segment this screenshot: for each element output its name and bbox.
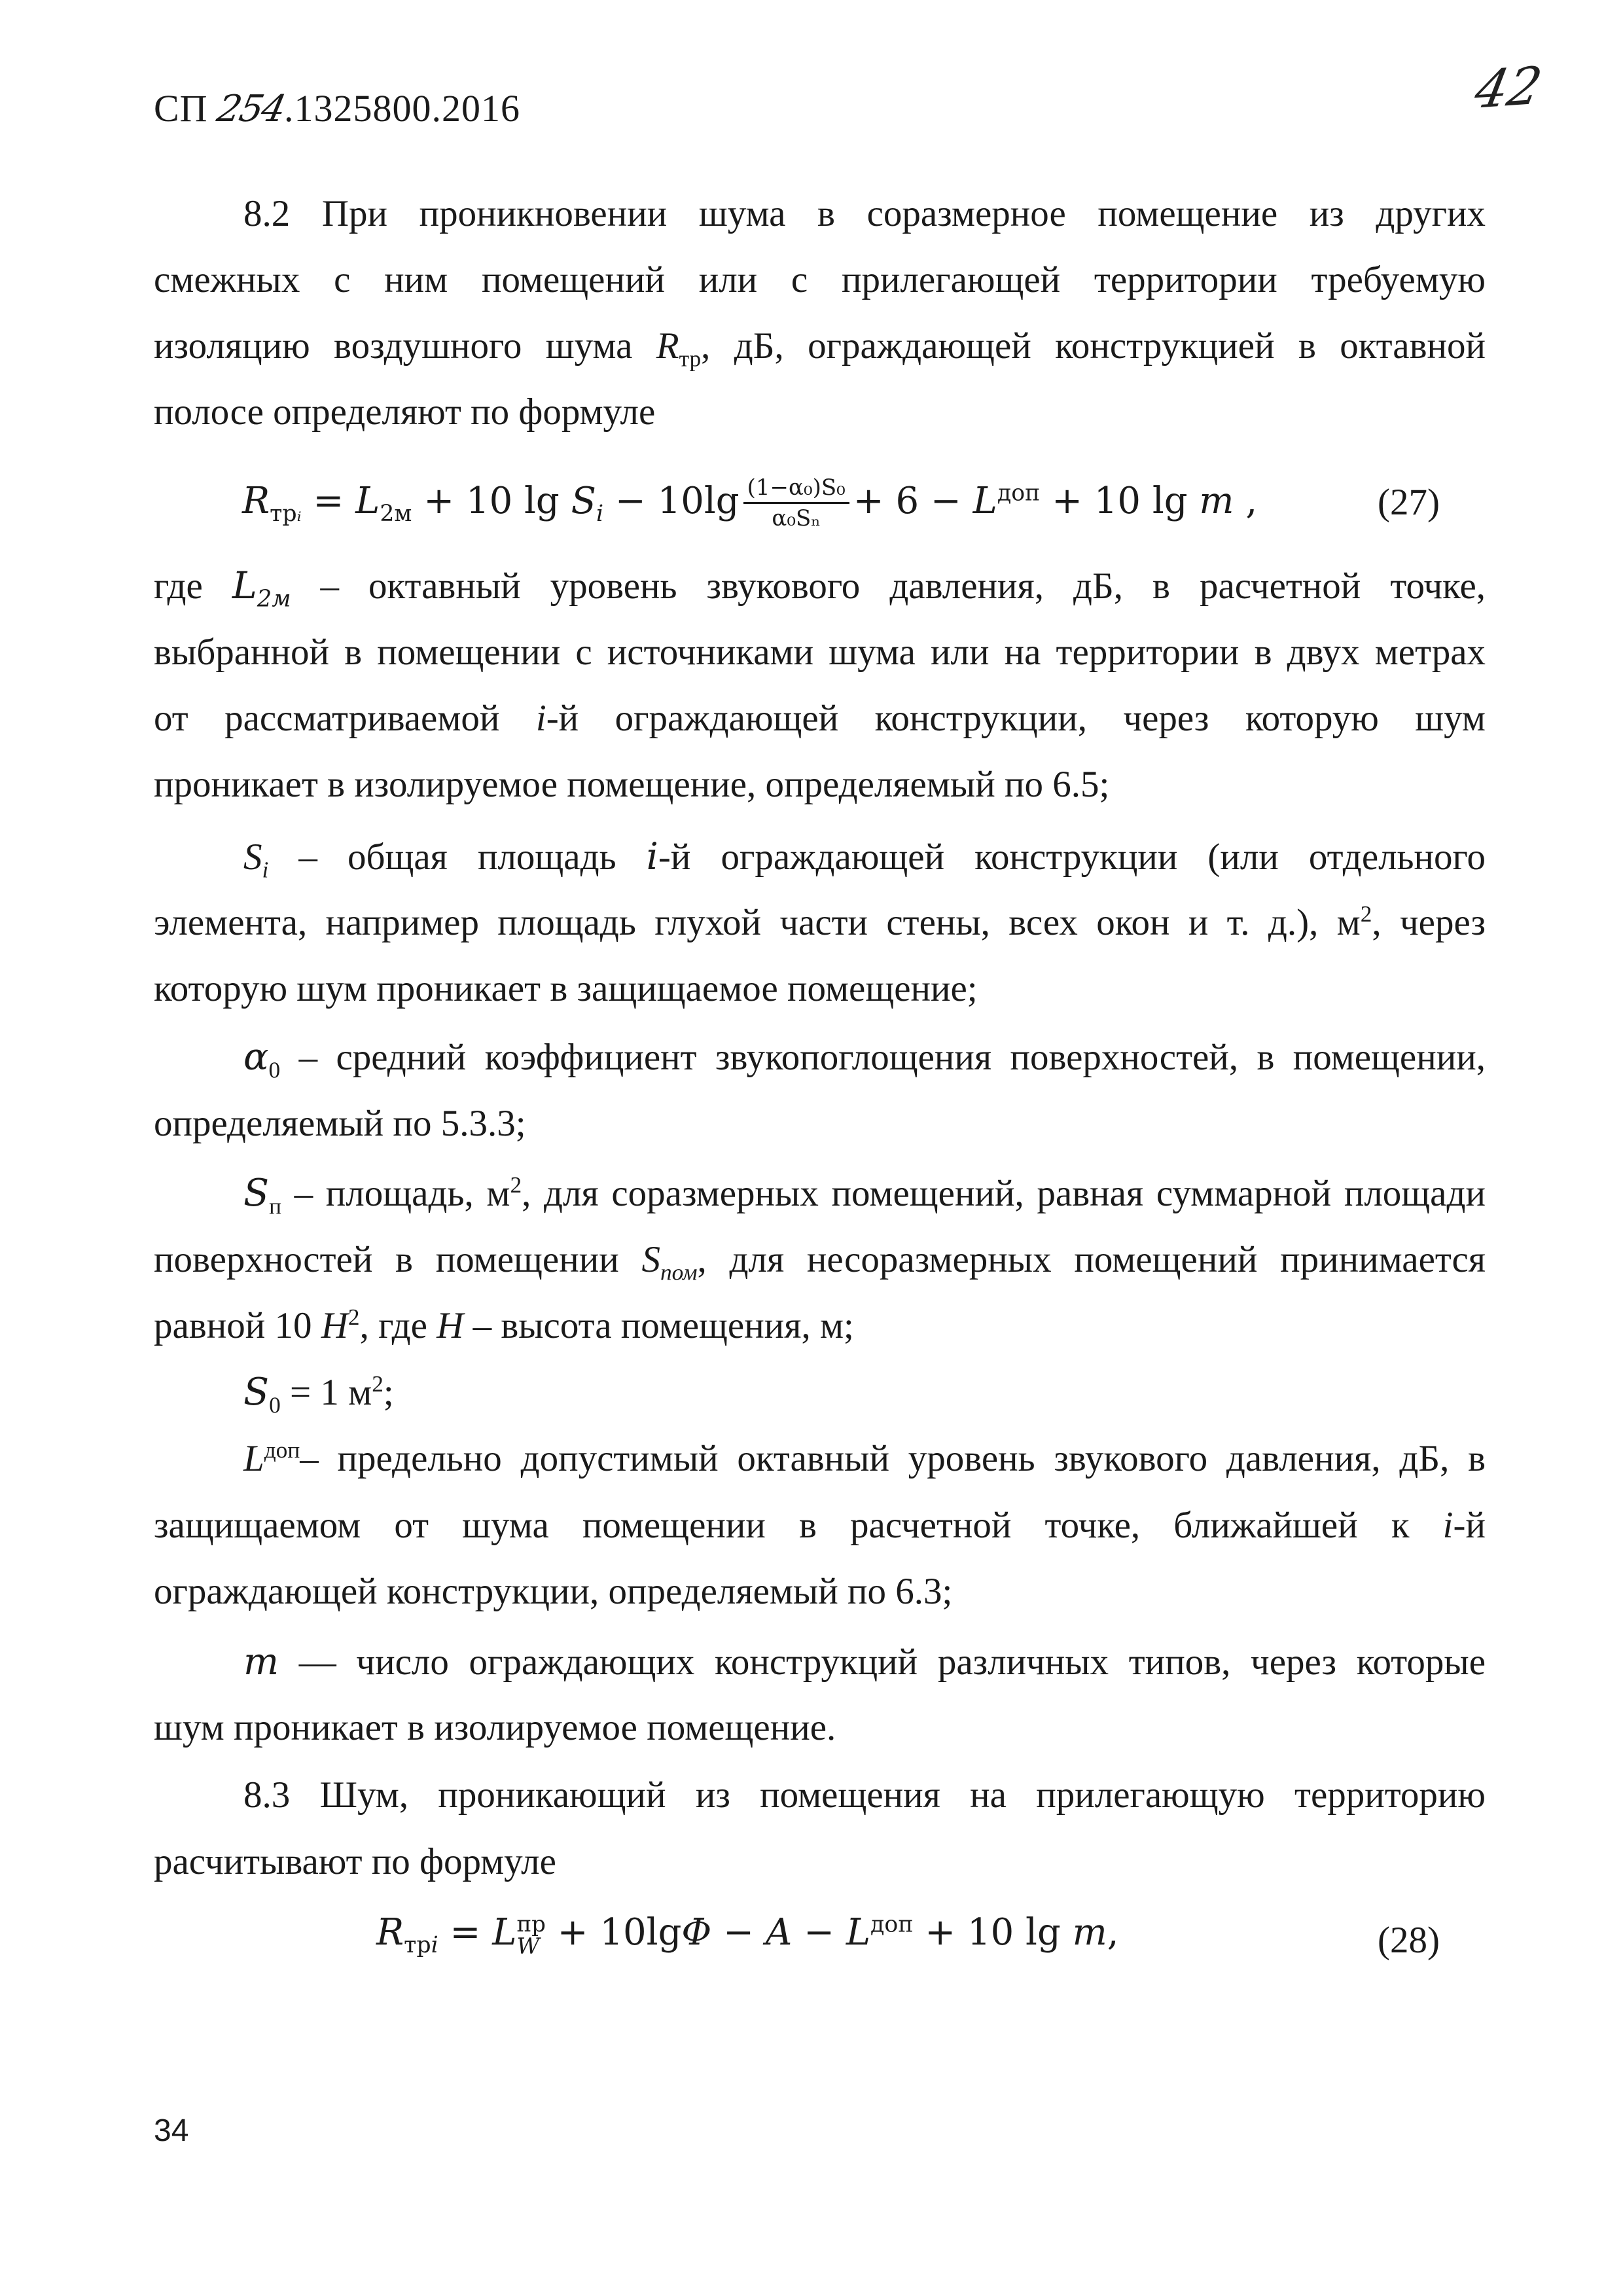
def-si-line-1: $S_i$ – общая площадь i-й ограждающей конструкции (или отдельного	[243, 835, 1486, 883]
handwritten-page-mark: 42	[1470, 56, 1547, 121]
formula-28: $R_{трi} = L$ пр W + $10\lg\Phi - A - L^{доп} + 10$ lg m,	[376, 1910, 1119, 1960]
para-8-2-line-3: изоляцию воздушного шума $R_{тр}$, дБ, ограждающей конструкцией в октавной	[154, 325, 1486, 372]
page-number: 34	[154, 2113, 189, 2148]
def-si-line-2: элемента, например площадь глухой части стены, всех окон и т. д.), $м^2$, через	[154, 901, 1486, 943]
equation-number-28: (28)	[1378, 1920, 1440, 1961]
fraction-numerator: (1−α₀)S₀	[743, 475, 849, 504]
def-l2m-line-4: проникает в изолируемое помещение, определяемый по 6.5;	[154, 764, 1110, 805]
para-8-2-line-1: 8.2 При проникновении шума в соразмерное помещение из других	[243, 193, 1486, 234]
handwritten-code-number: 254	[213, 88, 289, 130]
def-l2m-line-2: выбранной в помещении с источниками шума или на территории в двух метрах	[154, 632, 1486, 673]
formula-27: $R_{трᵢ} = L_{2м} + 10$ $\lg S_i - 10\lg$ $\frac{\text{(1−α₀)S₀}}{\text{α₀Sₙ}}$ + $6 - L^{доп} + 10$ lg m ,	[242, 475, 1258, 531]
def-s0: $S_0 = 1$ $м^2$;	[243, 1371, 394, 1418]
def-l2m-line-1: где $L_{2м}$ – октавный уровень звукового давления, дБ, в расчетной точке,	[154, 564, 1486, 613]
para-8-2-line-4: полосе определяют по формуле	[154, 391, 656, 433]
def-sp-line-1: $S_п$ – площадь, $м^2$, для соразмерных помещений, равная суммарной площади	[243, 1172, 1486, 1219]
def-si-line-3: которую шум проникает в защищаемое помещение;	[154, 968, 978, 1009]
document-code	[154, 86, 520, 130]
def-l2m-line-3: от рассматриваемой i-й ограждающей конструкции, через которую шум	[154, 698, 1486, 739]
def-m-line-1: m — число ограждающих конструкций различных типов, через которые	[243, 1640, 1486, 1683]
def-ldop-line-3: ограждающей конструкции, определяемый по 6.3;	[154, 1571, 953, 1612]
def-m-line-2: шум проникает в изолируемое помещение.	[154, 1707, 836, 1748]
formula-27-fraction	[743, 475, 849, 533]
def-alpha0-line-2: определяемый по 5.3.3;	[154, 1103, 526, 1144]
def-ldop-line-1: $L^{доп}-$ предельно допустимый октавный уровень звукового давления, дБ, в	[243, 1437, 1486, 1479]
def-ldop-line-2: защищаемом от шума помещении в расчетной точке, ближайшей к i-й	[154, 1505, 1486, 1546]
para-8-3-line-2: расчитывают по формуле	[154, 1841, 556, 1882]
para-8-2-line-2: смежных с ним помещений или с прилегающей территории требуемую	[154, 259, 1486, 300]
def-sp-line-2: поверхностей в помещении $S_{пом}$, для несоразмерных помещений принимается	[154, 1239, 1486, 1285]
para-8-3-line-1: 8.3 Шум, проникающий из помещения на прилегающую территорию	[243, 1774, 1486, 1816]
def-sp-line-3: равной 10 $H^2$, где H – высота помещения, м;	[154, 1304, 854, 1346]
equation-number-27: (27)	[1378, 482, 1440, 523]
fraction-denominator: α₀Sₙ	[772, 505, 821, 531]
code-prefix: СП	[154, 87, 219, 130]
def-alpha0-line-1: $\alpha_0$ – средний коэффициент звукопоглощения поверхностей, в помещении,	[243, 1035, 1486, 1083]
code-suffix: .1325800.2016	[283, 87, 520, 130]
